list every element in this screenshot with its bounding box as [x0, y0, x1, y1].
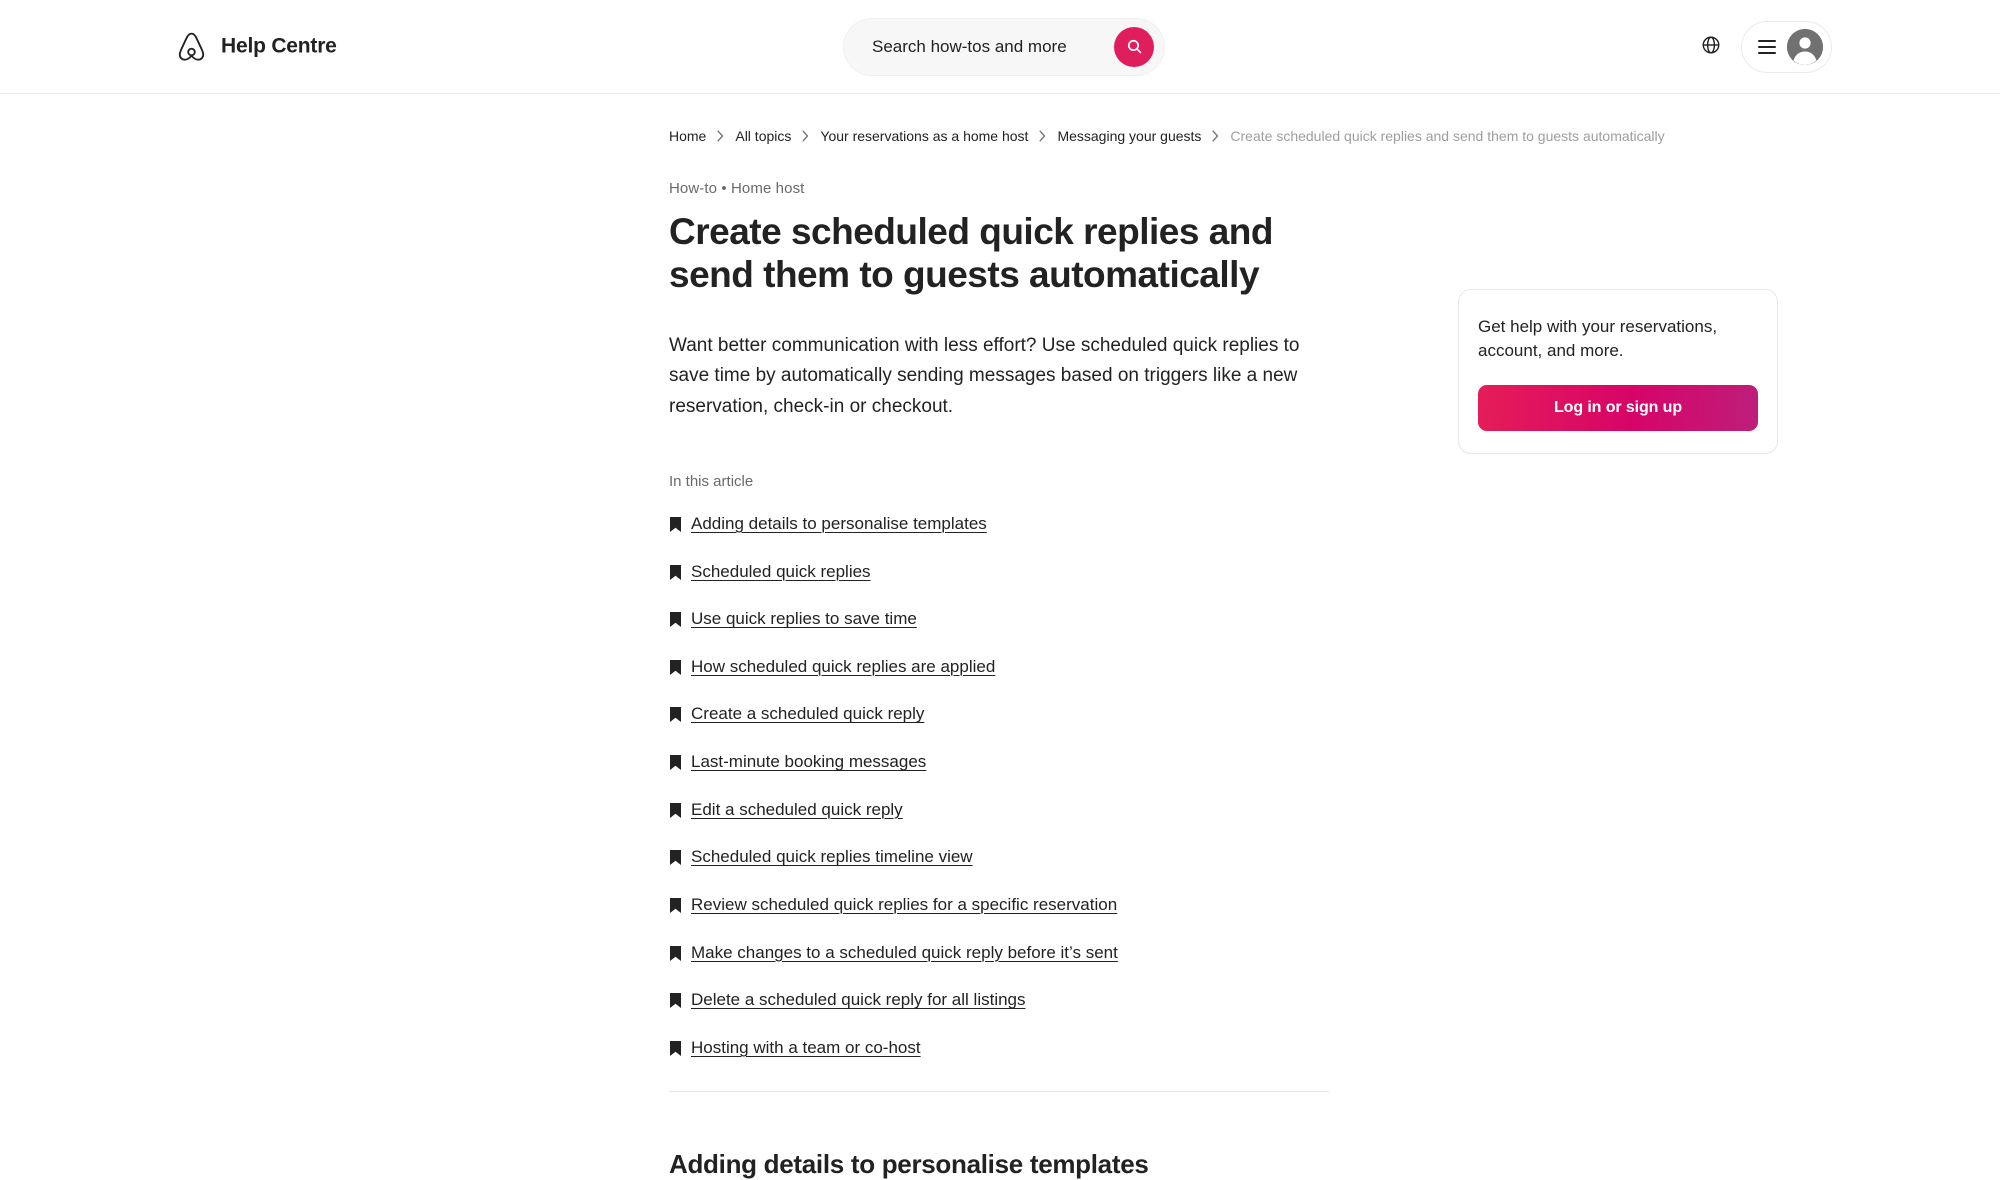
bookmark-icon — [669, 945, 682, 962]
bookmark-icon — [669, 611, 682, 628]
toc-link[interactable]: Scheduled quick replies timeline view — [691, 847, 973, 867]
breadcrumb-item-your-reservations[interactable]: Your reservations as a home host — [820, 128, 1029, 144]
breadcrumb — [669, 128, 1665, 144]
site-header — [0, 0, 2000, 94]
bookmark-icon — [669, 564, 682, 581]
list-item[interactable] — [669, 655, 1329, 680]
chevron-right-icon — [1038, 130, 1047, 142]
toc-link[interactable]: Delete a scheduled quick reply for all listings — [691, 990, 1026, 1010]
bookmark-icon — [669, 1040, 682, 1057]
list-item[interactable] — [669, 845, 1329, 870]
globe-icon — [1701, 35, 1721, 58]
language-selector-button[interactable] — [1689, 25, 1733, 69]
article-main-column — [669, 180, 1329, 1180]
account-menu-button[interactable] — [1741, 21, 1832, 73]
header-actions — [1689, 21, 1832, 73]
page-body — [0, 94, 2000, 1179]
bookmark-icon — [669, 516, 682, 533]
login-or-signup-button[interactable]: Log in or sign up — [1478, 385, 1758, 431]
toc-link[interactable]: Hosting with a team or co-host — [691, 1037, 921, 1057]
toc-link[interactable]: Make changes to a scheduled quick reply before it’s sent — [691, 942, 1118, 962]
toc-link[interactable]: Review scheduled quick replies for a specific reservation — [691, 894, 1118, 914]
toc-link[interactable]: Edit a scheduled quick reply — [691, 799, 903, 819]
toc-link[interactable]: Use quick replies to save time — [691, 609, 917, 629]
section-heading: Adding details to personalise templates — [669, 1148, 1149, 1179]
list-item[interactable] — [669, 607, 1329, 632]
search-icon — [1126, 38, 1143, 55]
user-avatar-icon — [1787, 29, 1823, 65]
search-input[interactable] — [872, 37, 1114, 57]
airbnb-belo-logo-icon — [176, 30, 207, 63]
article-intro-paragraph: Want better communication with less effort? Use scheduled quick replies to save time by automatically sending messages based on triggers like a new reservation, check-in or checkout. — [669, 334, 1300, 418]
bookmark-icon — [669, 802, 682, 819]
toc-link[interactable]: Adding details to personalise templates — [691, 513, 987, 533]
sidebar — [1458, 289, 1778, 454]
list-item[interactable] — [669, 941, 1329, 966]
toc-link[interactable]: Create a scheduled quick reply — [691, 704, 925, 724]
breadcrumb-item-home[interactable]: Home — [669, 128, 707, 144]
list-item[interactable] — [669, 512, 1329, 537]
page-title: Create scheduled quick replies and send them to guests automatically — [669, 211, 1273, 296]
search-submit-button[interactable] — [1114, 27, 1154, 67]
bookmark-icon — [669, 849, 682, 866]
help-card-text: Get help with your reservations, account, and more. — [1478, 317, 1718, 361]
toc-label: In this article — [669, 472, 754, 490]
hamburger-menu-icon — [1758, 40, 1776, 54]
list-item[interactable] — [669, 750, 1329, 775]
bookmark-icon — [669, 706, 682, 723]
bookmark-icon — [669, 754, 682, 771]
bookmark-icon — [669, 659, 682, 676]
list-item[interactable] — [669, 893, 1329, 918]
toc-link[interactable]: Last-minute booking messages — [691, 752, 927, 772]
toc-list — [669, 512, 1329, 1061]
breadcrumb-item-current: Create scheduled quick replies and send them to guests automatically — [1230, 128, 1665, 144]
chevron-right-icon — [1211, 130, 1220, 142]
breadcrumb-item-messaging-your-guests[interactable]: Messaging your guests — [1057, 128, 1202, 144]
list-item[interactable] — [669, 988, 1329, 1013]
breadcrumb-item-all-topics[interactable]: All topics — [735, 128, 792, 144]
list-item[interactable] — [669, 1036, 1329, 1061]
brand-name-label: Help Centre — [221, 34, 337, 58]
toc-link[interactable]: Scheduled quick replies — [691, 561, 871, 581]
article-kicker: How-to • Home host — [669, 180, 805, 197]
bookmark-icon — [669, 992, 682, 1009]
search-bar[interactable] — [843, 18, 1165, 76]
section-divider — [669, 1091, 1329, 1092]
list-item[interactable] — [669, 798, 1329, 823]
brand-home-link[interactable] — [176, 30, 337, 63]
chevron-right-icon — [801, 130, 810, 142]
help-card — [1458, 289, 1778, 454]
chevron-right-icon — [716, 130, 725, 142]
toc-link[interactable]: How scheduled quick replies are applied — [691, 656, 996, 676]
list-item[interactable] — [669, 560, 1329, 585]
bookmark-icon — [669, 897, 682, 914]
list-item[interactable] — [669, 702, 1329, 727]
